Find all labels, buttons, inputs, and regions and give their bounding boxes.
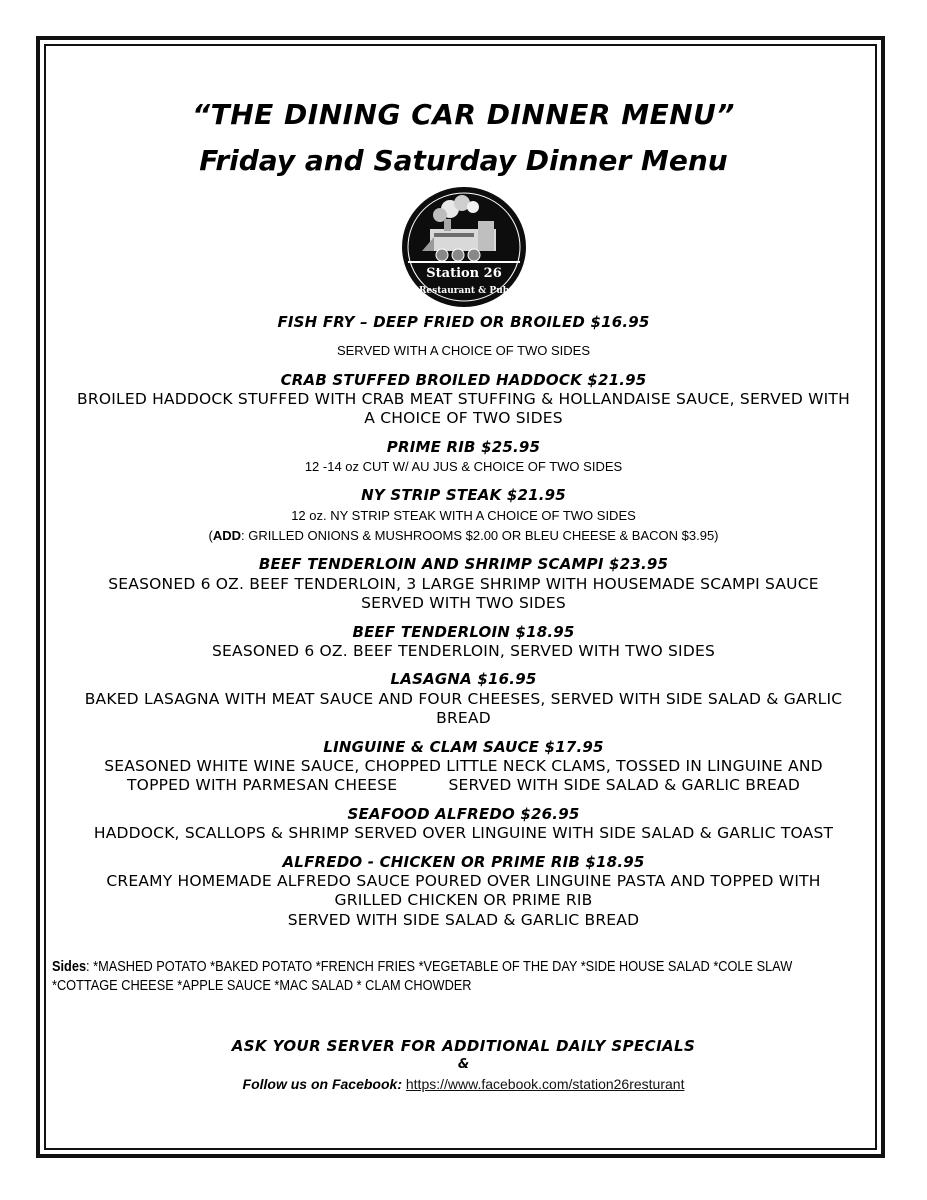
menu-item-title: BEEF TENDERLOIN $18.95 <box>352 623 575 641</box>
menu-item-desc: 12 -14 oz CUT W/ AU JUS & CHOICE OF TWO SIDES <box>304 459 623 474</box>
sides-text: : *MASHED POTATO *BAKED POTATO *FRENCH FRIES *VEGETABLE OF THE DAY *SIDE HOUSE SALAD *COLE SLAW <box>86 959 793 975</box>
menu-item-title: PRIME RIB $25.95 <box>386 438 541 456</box>
menu-item-desc: SERVED WITH A CHOICE OF TWO SIDES <box>336 343 591 358</box>
menu-item-title: ALFREDO - CHICKEN OR PRIME RIB $18.95 <box>282 853 645 871</box>
ampersand: & <box>457 1057 470 1072</box>
menu-item-title: BEEF TENDERLOIN AND SHRIMP SCAMPI $23.95 <box>258 555 669 573</box>
menu-item-desc: 12 oz. NY STRIP STEAK WITH A CHOICE OF TWO SIDES <box>291 508 636 523</box>
add-text: : GRILLED ONIONS & MUSHROOMS $2.00 OR BLEU CHEESE & BACON $3.95) <box>240 528 719 543</box>
menu-item-title: CRAB STUFFED BROILED HADDOCK $21.95 <box>280 371 647 389</box>
menu-item-desc: SEASONED WHITE WINE SAUCE, CHOPPED LITTLE NECK CLAMS, TOSSED IN LINGUINE AND <box>104 757 823 775</box>
menu-item-desc: CREAMY HOMEMADE ALFREDO SAUCE POURED OVER LINGUINE PASTA AND TOPPED WITH <box>106 872 821 890</box>
facebook-link[interactable]: https://www.facebook.com/station26resturant <box>405 1076 685 1092</box>
menu-item-addons: (ADD: GRILLED ONIONS & MUSHROOMS $2.00 OR BLEU CHEESE & BACON $3.95) <box>208 528 719 543</box>
sides-label: Sides <box>52 959 87 975</box>
sides-line-1 <box>52 958 870 977</box>
menu-item-title: SEAFOOD ALFREDO $26.95 <box>347 805 580 823</box>
menu-item-desc: SERVED WITH SIDE SALAD & GARLIC BREAD <box>287 911 640 929</box>
menu-item-title: FISH FRY – DEEP FRIED OR BROILED $16.95 <box>277 313 650 331</box>
logo-tagline: Restaurant & Pub <box>418 286 510 296</box>
sides-list <box>52 958 870 996</box>
menu-item-title: NY STRIP STEAK $21.95 <box>361 486 566 504</box>
specials-note: ASK YOUR SERVER FOR ADDITIONAL DAILY SPECIALS <box>231 1037 696 1055</box>
station-26-logo <box>400 185 528 309</box>
menu-item-title: LINGUINE & CLAM SAUCE $17.95 <box>323 738 604 756</box>
menu-item-desc: SEASONED 6 OZ. BEEF TENDERLOIN, SERVED WITH TWO SIDES <box>212 642 715 660</box>
menu-subtitle: Friday and Saturday Dinner Menu <box>199 144 728 177</box>
menu-item-desc: BROILED HADDOCK STUFFED WITH CRAB MEAT STUFFING & HOLLANDAISE SAUCE, SERVED WITH <box>77 390 850 408</box>
menu-item-title: LASAGNA $16.95 <box>390 670 537 688</box>
menu-item-desc: SEASONED 6 OZ. BEEF TENDERLOIN, 3 LARGE SHRIMP WITH HOUSEMADE SCAMPI SAUCE <box>108 575 819 593</box>
menu-item-desc: BAKED LASAGNA WITH MEAT SAUCE AND FOUR CHEESES, SERVED WITH SIDE SALAD & GARLIC <box>84 690 843 708</box>
menu-item-desc: TOPPED WITH PARMESAN CHEESE SERVED WITH SIDE SALAD & GARLIC BREAD <box>127 776 800 794</box>
menu-item-desc: HADDOCK, SCALLOPS & SHRIMP SERVED OVER LINGUINE WITH SIDE SALAD & GARLIC TOAST <box>93 824 834 842</box>
menu-item-desc: SERVED WITH TWO SIDES <box>361 594 566 612</box>
menu-item-desc: A CHOICE OF TWO SIDES <box>364 409 563 427</box>
sides-line-2: *COTTAGE CHEESE *APPLE SAUCE *MAC SALAD * CLAM CHOWDER <box>52 978 472 994</box>
menu-title: “THE DINING CAR DINNER MENU” <box>192 98 735 131</box>
facebook-line <box>50 1076 877 1092</box>
follow-label: Follow us on Facebook: <box>242 1076 402 1092</box>
menu-item-desc: BREAD <box>436 709 491 727</box>
add-label: ADD <box>212 528 241 543</box>
logo-name: Station 26 <box>426 266 502 281</box>
menu-item-desc: GRILLED CHICKEN OR PRIME RIB <box>334 891 593 909</box>
